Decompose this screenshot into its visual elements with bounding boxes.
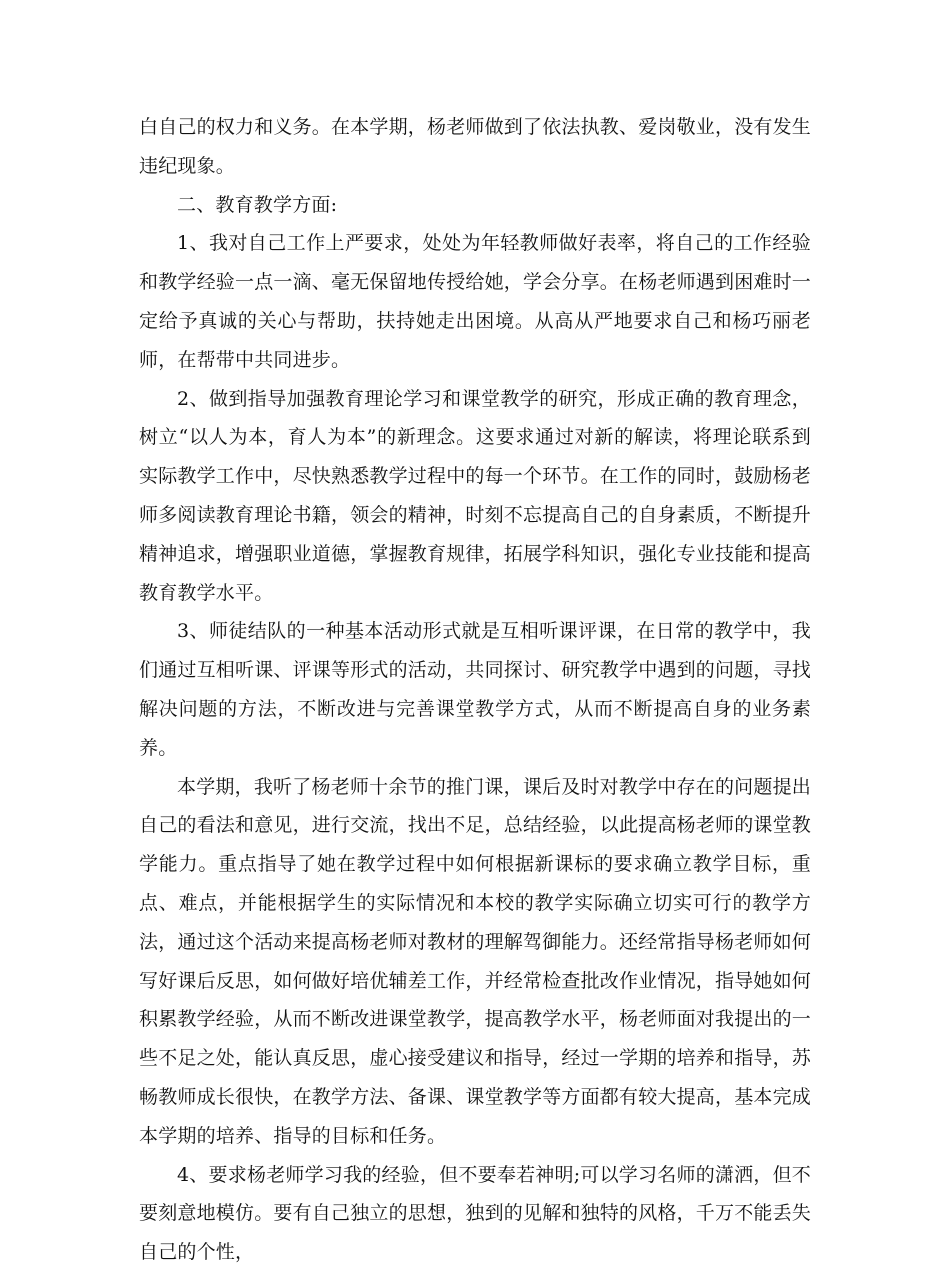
paragraph-continuation: 白自己的权力和义务。在本学期，杨老师做到了依法执教、爱岗敬业，没有发生违纪现象。 <box>139 116 812 177</box>
document-body <box>139 108 811 1272</box>
paragraph-item-4: 4、要求杨老师学习我的经验，但不要奉若神明;可以学习名师的潇洒，但不要刻意地模仿。要有自己独立的思想，独到的见解和独特的风格，千万不能丢失自己的个性， <box>139 1163 812 1264</box>
paragraph-item-3: 3、师徒结队的一种基本活动形式就是互相听课评课，在日常的教学中，我们通过互相听课、评课等形式的活动，共同探讨、研究教学中遇到的问题，寻找解决问题的方法，不断改进与完善课堂教学方式，从而不断提高自身的业务素养。 <box>139 620 812 759</box>
paragraph-item-2: 2、做到指导加强教育理论学习和课堂教学的研究，形成正确的教育理念，树立“以人为本，育人为本”的新理念。这要求通过对新的解读，将理论联系到实际教学工作中，尽快熟悉教学过程中的每一个环节。在工作的同时，鼓励杨老师多阅读教育理论书籍，领会的精神，时刻不忘提高自己的自身素质，不断提升精神追求，增强职业道德，掌握教育规律，拓展学科知识，强化专业技能和提高教育教学水平。 <box>139 387 812 604</box>
section-heading-teaching: 二、教育教学方面: <box>177 193 338 216</box>
paragraph-item-1: 1、我对自己工作上严要求，处处为年轻教师做好表率，将自己的工作经验和教学经验一点一滴、毫无保留地传授给她，学会分享。在杨老师遇到困难时一定给予真诚的关心与帮助，扶持她走出困境。从高从严地要求自己和杨巧丽老师，在帮带中共同进步。 <box>139 232 812 371</box>
paragraph-semester-summary: 本学期，我听了杨老师十余节的推门课，课后及时对教学中存在的问题提出自己的看法和意见，进行交流，找出不足，总结经验，以此提高杨老师的课堂教学能力。重点指导了她在教学过程中如何根据新课标的要求确立教学目标，重点、难点，并能根据学生的实际情况和本校的教学实际确立切实可行的教学方法，通过这个活动来提高杨老师对教材的理解驾御能力。还经常指导杨老师如何写好课后反思，如何做好培优辅差工作，并经常检查批改作业情况，指导她如何积累教学经验，从而不断改进课堂教学，提高教学水平，杨老师面对我提出的一些不足之处，能认真反思，虚心接受建议和指导，经过一学期的培养和指导，苏畅教师成长很快，在教学方法、备课、课堂教学等方面都有较大提高，基本完成本学期的培养、指导的目标和任务。 <box>139 775 812 1147</box>
